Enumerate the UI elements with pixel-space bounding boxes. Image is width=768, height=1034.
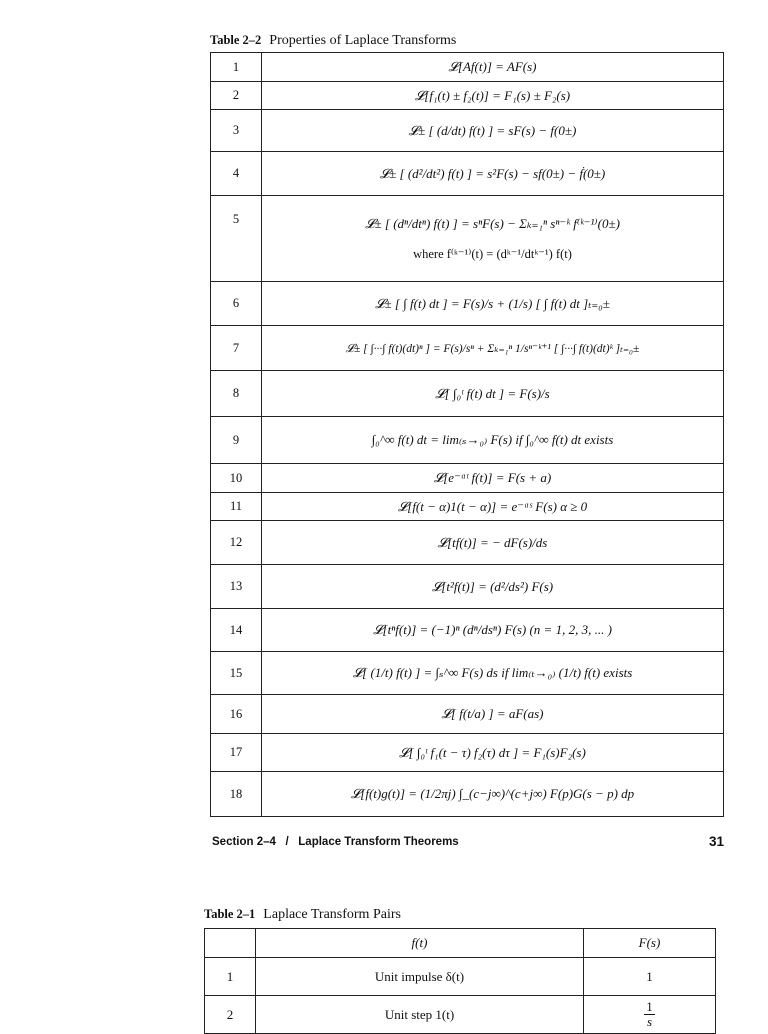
row-ft: Unit impulse δ(t) <box>256 958 584 996</box>
row-number: 4 <box>211 152 262 196</box>
table-row <box>211 609 724 652</box>
table-row <box>211 282 724 326</box>
row-number: 14 <box>211 609 262 652</box>
row-number: 10 <box>211 464 262 493</box>
row-formula: 𝓛[tf(t)] = − dF(s)/ds <box>262 521 724 565</box>
row-number: 1 <box>211 53 262 82</box>
table-row <box>211 326 724 371</box>
row-formula: 𝓛± [ ∫ f(t) dt ] = F(s)/s + (1/s) [ ∫ f(t) dt ]ₜ₌₀± <box>262 282 724 326</box>
table-2-2-caption <box>210 33 456 49</box>
table-row <box>211 110 724 152</box>
table-row <box>205 996 716 1034</box>
table-header-row <box>205 929 716 958</box>
table-row <box>211 371 724 417</box>
row-number: 1 <box>205 958 256 996</box>
row-formula: 𝓛[f(t − α)1(t − α)] = e⁻ᵅˢ F(s) α ≥ 0 <box>262 493 724 521</box>
row-number: 2 <box>211 82 262 110</box>
row-formula: 𝓛[f(t)g(t)] = (1/2πj) ∫_(c−j∞)^(c+j∞) F(p)G(s − p) dp <box>262 772 724 817</box>
header-ft: f(t) <box>256 929 584 958</box>
row-number: 6 <box>211 282 262 326</box>
row-formula: 𝓛[Af(t)] = AF(s) <box>262 53 724 82</box>
page-footer <box>212 836 724 848</box>
page-number: 31 <box>708 834 724 849</box>
row-number: 7 <box>211 326 262 371</box>
row-number: 12 <box>211 521 262 565</box>
row-number: 13 <box>211 565 262 609</box>
row-number: 17 <box>211 734 262 772</box>
row-formula: 𝓛[f₁(t) ± f₂(t)] = F₁(s) ± F₂(s) <box>262 82 724 110</box>
table-row <box>211 53 724 82</box>
row-formula: 𝓛± [ ∫···∫ f(t)(dt)ⁿ ] = F(s)/sⁿ + Σₖ₌₁ⁿ 1/sⁿ⁻ᵏ⁺¹ [ ∫···∫ f(t)(dt)ᵏ ]ₜ₌₀± <box>262 326 724 371</box>
row-formula: 𝓛± [ (dⁿ/dtⁿ) f(t) ] = sⁿF(s) − Σₖ₌₁ⁿ sⁿ⁻ᵏ f⁽ᵏ⁻¹⁾(0±) <box>365 215 620 231</box>
fraction <box>644 1000 655 1028</box>
table-row <box>211 493 724 521</box>
row-number: 11 <box>211 493 262 521</box>
row-formula: 𝓛[ (1/t) f(t) ] = ∫ₛ^∞ F(s) ds if lim₍ₜ→₀₎ (1/t) f(t) exists <box>262 652 724 695</box>
row-formula-cell <box>262 196 724 282</box>
row-number: 16 <box>211 695 262 734</box>
row-number: 8 <box>211 371 262 417</box>
row-formula-where: where f⁽ᵏ⁻¹⁾(t) = (dᵏ⁻¹/dtᵏ⁻¹) f(t) <box>413 246 572 261</box>
table-row <box>211 196 724 282</box>
row-formula: 𝓛[e⁻ᵅᵗ f(t)] = F(s + a) <box>262 464 724 493</box>
row-ft: Unit step 1(t) <box>256 996 584 1034</box>
table-row <box>211 521 724 565</box>
table-row <box>211 565 724 609</box>
row-fs: 1 <box>584 958 716 996</box>
fraction-denominator: s <box>646 1014 653 1029</box>
table-2-2-label: Table 2–2 <box>210 33 262 47</box>
table-row <box>211 82 724 110</box>
row-formula: 𝓛[ f(t/a) ] = aF(as) <box>262 695 724 734</box>
row-number: 18 <box>211 772 262 817</box>
section-title: Section 2–4 / Laplace Transform Theorems <box>212 836 459 848</box>
table-row <box>211 464 724 493</box>
table-row <box>211 652 724 695</box>
table-2-1-title: Laplace Transform Pairs <box>263 907 401 922</box>
table-row <box>211 772 724 817</box>
header-fs: F(s) <box>584 929 716 958</box>
row-formula: 𝓛± [ (d/dt) f(t) ] = sF(s) − f(0±) <box>262 110 724 152</box>
table-row <box>211 417 724 464</box>
table-2-1-label: Table 2–1 <box>204 907 256 921</box>
row-formula: ∫₀^∞ f(t) dt = lim₍ₛ→₀₎ F(s) if ∫₀^∞ f(t) dt exists <box>262 417 724 464</box>
table-2-2-title: Properties of Laplace Transforms <box>269 33 457 48</box>
row-formula: 𝓛[tⁿf(t)] = (−1)ⁿ (dⁿ/dsⁿ) F(s) (n = 1, 2, 3, ... ) <box>262 609 724 652</box>
table-2-1-caption <box>204 907 401 923</box>
header-blank <box>205 929 256 958</box>
properties-table <box>210 52 724 817</box>
table-row <box>205 958 716 996</box>
table-row <box>211 695 724 734</box>
row-number: 3 <box>211 110 262 152</box>
row-formula: 𝓛[t²f(t)] = (d²/ds²) F(s) <box>262 565 724 609</box>
row-formula: 𝓛[ ∫₀ᵗ f(t) dt ] = F(s)/s <box>262 371 724 417</box>
row-number: 5 <box>211 196 262 282</box>
row-fs-cell <box>584 996 716 1034</box>
table-row <box>211 152 724 196</box>
transform-pairs-table <box>204 928 716 1034</box>
row-number: 15 <box>211 652 262 695</box>
row-number: 9 <box>211 417 262 464</box>
fraction-numerator: 1 <box>646 999 653 1015</box>
row-formula: 𝓛[ ∫₀ᵗ f₁(t − τ) f₂(τ) dτ ] = F₁(s)F₂(s) <box>262 734 724 772</box>
table-row <box>211 734 724 772</box>
row-number: 2 <box>205 996 256 1034</box>
row-formula: 𝓛± [ (d²/dt²) f(t) ] = s²F(s) − sf(0±) − ḟ(0±) <box>262 152 724 196</box>
